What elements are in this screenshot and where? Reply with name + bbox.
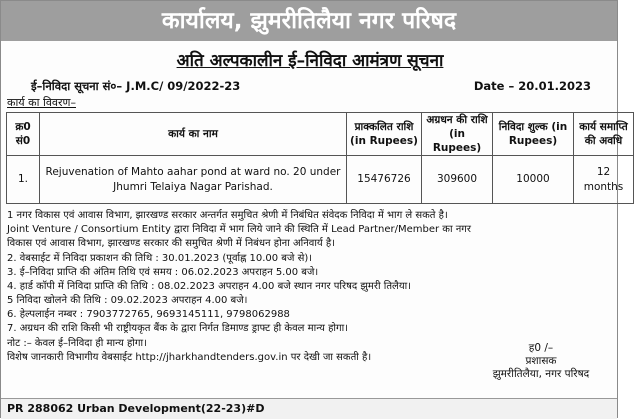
cell-earnest-money: 309600 xyxy=(422,156,493,204)
cell-completion-period: 12 months xyxy=(574,156,634,204)
condition-line: 4. हार्ड कॉपी में निविदा प्राप्ति की तिथि : 08.02.2023 अपराहन 4.00 बजे स्थान नगर परिषद झुमरी तिलैया। xyxy=(7,281,412,292)
condition-line: 1 नगर विकास एवं आवास विभाग, झारखण्ड सरकार अन्तर्गत समुचित श्रेणी में निबंधित संवेदक निविदा में भाग ले सकते है। xyxy=(7,210,448,221)
header-serial: क्र0 सं0 xyxy=(7,113,40,156)
cell-estimated-amount: 15476726 xyxy=(347,156,422,204)
website-note: विशेष जानकारी विभागीय वेबसाईट http://jharkhandtenders.gov.in पर देखी जा सकती है। xyxy=(7,352,372,363)
signature-mark: ह0 /– xyxy=(528,342,554,354)
work-table xyxy=(6,112,634,204)
header-work-name: कार्य का नाम xyxy=(40,113,347,156)
cell-serial: 1. xyxy=(7,156,40,204)
condition-line: 5 निविदा खोलने की तिथि : 09.02.2023 अपराहन 4.00 बजे। xyxy=(7,295,248,306)
condition-line: 7. अग्रधन की राशि किसी भी राष्ट्रीयकृत बैंक के द्वारा निर्गत डिमाण्ड ड्राफ्ट ही केवल मान्य होगा। xyxy=(7,323,349,334)
condition-line: 2. वेबसाईट में निविदा प्रकाशन की तिथि : 30.01.2023 (पूर्वाह्न 10.00 बजे से)। xyxy=(7,253,313,264)
header-earnest-money: अग्रधन की राशि (in Rupees) xyxy=(422,113,493,156)
signatory-office: झुमरीतिलैया, नगर परिषद xyxy=(492,368,590,380)
header-completion-period: कार्य समाप्ति की अवधि xyxy=(574,113,634,156)
cell-work-name: Rejuvenation of Mahto aahar pond at ward no. 20 under Jhumri Telaiya Nagar Parishad. xyxy=(40,156,347,204)
condition-line: 3. ई–निविदा प्राप्ति की अंतिम तिथि एवं समय : 06.02.2023 अपराहन 5.00 बजे। xyxy=(7,267,319,278)
notice-heading: अति अल्पकालीन ई–निविदा आमंत्रण सूचना xyxy=(176,51,444,71)
signatory-title: प्रशासक xyxy=(525,355,557,367)
office-banner: कार्यालय, झुमरीतिलैया नगर परिषद xyxy=(1,1,617,41)
notice-date: Date – 20.01.2023 xyxy=(473,79,591,93)
condition-line: Joint Venture / Consortium Entity द्वारा निविदा में भाग लिये जाने की स्थिति में Lead Partner/Member का नगर xyxy=(7,224,472,235)
pr-number: PR 288062 Urban Development(22-23)#D xyxy=(7,402,265,415)
table-header-row xyxy=(7,113,634,156)
tender-reference: ई–निविदा सूचना सं०– J.M.C/ 09/2022-23 xyxy=(31,79,241,93)
table-row xyxy=(7,156,634,204)
header-tender-fee: निविदा शुल्क (in Rupees) xyxy=(493,113,574,156)
condition-line: विकास एवं आवास विभाग, झारखण्ड सरकार की समुचित श्रेणी में निबंधन होना अनिवार्य है। xyxy=(7,238,335,249)
work-details-label: कार्य का विवरण– xyxy=(7,96,76,109)
condition-line: नोट :– केवल ई–निविदा ही मान्य होगा। xyxy=(7,338,147,349)
condition-line: 6. हेल्पलाईन नम्बर : 7903772765, 9693145111, 9798062988 xyxy=(7,309,290,320)
header-estimated-amount: प्राक्कलित राशि (in Rupees) xyxy=(347,113,422,156)
footer-bar xyxy=(1,398,617,419)
signature-block xyxy=(471,342,611,381)
cell-tender-fee: 10000 xyxy=(493,156,574,204)
